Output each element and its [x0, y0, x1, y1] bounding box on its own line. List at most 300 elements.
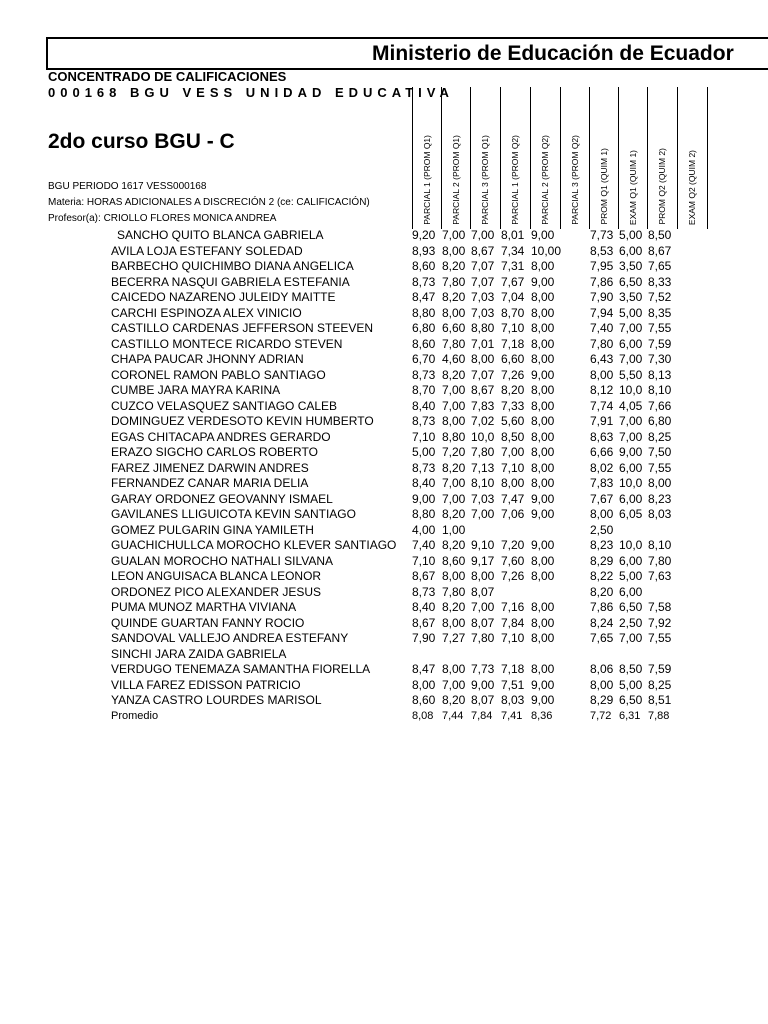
column-header — [598, 93, 610, 225]
column-header-label: PARCIAL 1 (PROM Q1) — [422, 135, 432, 225]
grade-cell: 7,51 — [501, 677, 525, 692]
grade-cell: 5,00 — [619, 228, 643, 242]
grade-cell: 6,50 — [619, 600, 643, 614]
grade-cell: 7,34 — [501, 243, 525, 258]
column-header-label: PARCIAL 1 (PROM Q2) — [510, 135, 520, 225]
grade-cell: 8,63 — [590, 429, 614, 444]
grade-cell: 7,60 — [501, 553, 525, 568]
grade-cell: 8,67 — [648, 243, 672, 258]
grade-cell: 8,20 — [442, 538, 466, 552]
grade-cell: 8,20 — [442, 693, 466, 707]
grade-cell: 8,20 — [442, 259, 466, 273]
column-header-label: PARCIAL 2 (PROM Q2) — [540, 135, 550, 225]
grade-cell: 8,02 — [590, 460, 614, 475]
student-name: VILLA FAREZ EDISSON PATRICIO — [111, 677, 301, 692]
grade-cell: 5,00 — [619, 677, 643, 692]
grade-cell: 6,60 — [442, 321, 466, 335]
grade-cell: 8,00 — [531, 290, 555, 304]
student-name: FAREZ JIMENEZ DARWIN ANDRES — [111, 460, 309, 475]
column-divider — [647, 87, 648, 229]
grade-cell: 8,40 — [412, 398, 436, 413]
grade-cell: 8,00 — [531, 429, 555, 444]
grade-cell: 7,07 — [471, 367, 495, 382]
grade-cell: 8,67 — [471, 243, 495, 258]
grade-cell: 8,20 — [442, 290, 466, 304]
grade-cell: 7,00 — [619, 352, 643, 366]
grade-cell: 6,80 — [412, 321, 436, 335]
table-row — [0, 492, 768, 508]
grade-cell: 8,00 — [442, 243, 466, 258]
grade-cell: 8,80 — [412, 507, 436, 521]
grade-cell: 7,83 — [590, 476, 614, 490]
school-name: 000168 BGU VESS UNIDAD EDUCATIVA — [48, 85, 454, 100]
grade-cell: 7,67 — [501, 274, 525, 289]
grade-cell: 6,00 — [619, 584, 643, 599]
student-name: CORONEL RAMON PABLO SANTIAGO — [111, 367, 326, 382]
grade-cell: 8,00 — [412, 677, 436, 692]
grade-cell: 8,47 — [412, 662, 436, 676]
column-divider — [677, 87, 678, 229]
grade-cell: 7,55 — [648, 460, 672, 475]
grade-table — [0, 228, 768, 724]
grade-cell: 7,65 — [648, 259, 672, 273]
table-row — [0, 585, 768, 601]
grade-cell: 5,60 — [501, 414, 525, 428]
grade-cell: 7,00 — [471, 600, 495, 614]
grade-cell: 7,84 — [501, 615, 525, 630]
grade-cell: 8,00 — [590, 677, 614, 692]
student-name: CUZCO VELASQUEZ SANTIAGO CALEB — [111, 398, 338, 413]
grade-cell: 10,0 — [619, 383, 643, 397]
column-divider — [707, 87, 708, 229]
grade-cell: 8,00 — [531, 336, 555, 351]
grade-cell: 7,59 — [648, 336, 672, 351]
student-name: CARCHI ESPINOZA ALEX VINICIO — [111, 305, 302, 320]
table-row — [0, 290, 768, 306]
grade-cell: 8,20 — [442, 507, 466, 521]
average-label: Promedio — [111, 709, 159, 722]
grade-cell: 8,00 — [471, 352, 495, 366]
grade-cell: 8,25 — [648, 677, 672, 692]
grade-cell: 8,36 — [531, 709, 553, 722]
grade-cell: 7,58 — [648, 600, 672, 614]
grade-cell: 7,50 — [648, 445, 672, 459]
grade-cell: 7,00 — [619, 631, 643, 645]
column-header — [421, 93, 433, 225]
student-name: PUMA MUNOZ MARTHA VIVIANA — [111, 600, 297, 614]
grade-cell: 7,88 — [648, 709, 670, 722]
table-row — [0, 306, 768, 322]
grade-cell: 8,00 — [501, 476, 525, 490]
grade-cell: 8,00 — [531, 615, 555, 630]
grade-cell: 7,80 — [442, 584, 466, 599]
grade-cell: 7,00 — [471, 507, 495, 521]
grade-cell: 7,80 — [590, 336, 614, 351]
grade-cell: 8,01 — [501, 228, 525, 242]
grade-cell: 9,00 — [471, 677, 495, 692]
grade-cell: 7,52 — [648, 290, 672, 304]
student-name: EGAS CHITACAPA ANDRES GERARDO — [111, 429, 331, 444]
grade-cell: 8,67 — [471, 383, 495, 397]
teacher-label: Profesor(a): CRIOLLO FLORES MONICA ANDREA — [48, 213, 277, 224]
grade-cell: 8,00 — [442, 662, 466, 676]
grade-cell: 7,90 — [412, 631, 436, 645]
grade-cell: 7,80 — [471, 445, 495, 459]
column-divider — [412, 87, 413, 229]
grade-cell: 8,00 — [442, 305, 466, 320]
grade-cell: 8,24 — [590, 615, 614, 630]
grade-cell: 6,70 — [412, 352, 436, 366]
grade-cell: 8,20 — [442, 600, 466, 614]
grade-cell: 9,00 — [531, 228, 555, 242]
grade-cell: 8,03 — [501, 693, 525, 707]
grade-cell: 7,80 — [442, 336, 466, 351]
grade-cell: 3,50 — [619, 290, 643, 304]
grade-cell: 7,31 — [501, 259, 525, 273]
grade-cell: 7,07 — [471, 274, 495, 289]
student-name: GARAY ORDONEZ GEOVANNY ISMAEL — [111, 491, 333, 506]
grade-cell: 6,50 — [619, 274, 643, 289]
table-row — [0, 228, 768, 244]
grade-cell: 7,86 — [590, 274, 614, 289]
grade-cell: 7,18 — [501, 662, 525, 676]
student-name: ORDONEZ PICO ALEXANDER JESUS — [111, 584, 322, 599]
table-row — [0, 538, 768, 554]
table-row — [0, 523, 768, 539]
student-name: VERDUGO TENEMAZA SAMANTHA FIORELLA — [111, 662, 371, 676]
subject-label: Materia: HORAS ADICIONALES A DISCRECIÓN 2 (ce: CALIFICACIÓN) — [48, 197, 370, 208]
grade-cell: 8,25 — [648, 429, 672, 444]
grade-cell: 8,35 — [648, 305, 672, 320]
student-name: DOMINGUEZ VERDESOTO KEVIN HUMBERTO — [111, 414, 374, 428]
grade-cell: 9,00 — [531, 693, 555, 707]
grade-cell: 7,13 — [471, 460, 495, 475]
student-name: CASTILLO CARDENAS JEFFERSON STEEVEN — [111, 321, 374, 335]
table-row — [0, 321, 768, 337]
grade-cell: 7,66 — [648, 398, 672, 413]
grade-cell: 8,53 — [590, 243, 614, 258]
column-header-label: PARCIAL 3 (PROM Q1) — [480, 135, 490, 225]
grade-cell: 9,00 — [412, 491, 436, 506]
grade-cell: 8,20 — [501, 383, 525, 397]
grade-cell: 8,06 — [590, 662, 614, 676]
grade-cell: 7,86 — [590, 600, 614, 614]
grade-cell: 8,70 — [412, 383, 436, 397]
grade-cell: 9,17 — [471, 553, 495, 568]
column-headers — [412, 87, 768, 229]
grade-cell: 8,07 — [471, 615, 495, 630]
table-row — [0, 352, 768, 368]
grade-cell: 8,80 — [412, 305, 436, 320]
grade-cell: 8,22 — [590, 569, 614, 583]
table-row — [0, 461, 768, 477]
grade-cell: 7,95 — [590, 259, 614, 273]
left-border — [46, 37, 48, 68]
grade-cell: 1,00 — [442, 522, 466, 537]
table-row — [0, 430, 768, 446]
grade-cell: 6,00 — [619, 460, 643, 475]
column-divider — [560, 87, 561, 229]
grade-cell: 8,07 — [471, 693, 495, 707]
grade-cell: 8,51 — [648, 693, 672, 707]
student-name: BARBECHO QUICHIMBO DIANA ANGELICA — [111, 259, 354, 273]
grade-cell: 8,00 — [442, 414, 466, 428]
grade-cell: 10,00 — [531, 243, 562, 258]
column-divider — [530, 87, 531, 229]
grade-cell: 8,93 — [412, 243, 436, 258]
grade-cell: 8,12 — [590, 383, 614, 397]
student-name: SANCHO QUITO BLANCA GABRIELA — [117, 228, 324, 242]
table-row — [0, 337, 768, 353]
student-name: CASTILLO MONTECE RICARDO STEVEN — [111, 336, 343, 351]
table-row — [0, 662, 768, 678]
table-row — [0, 244, 768, 260]
column-header-label: PARCIAL 2 (PROM Q1) — [451, 135, 461, 225]
grade-cell: 8,00 — [648, 476, 672, 490]
column-header-label: PROM Q1 (QUIM 1) — [599, 148, 609, 225]
top-border — [46, 37, 768, 39]
grade-cell: 7,63 — [648, 569, 672, 583]
table-row — [0, 554, 768, 570]
grade-cell: 7,40 — [590, 321, 614, 335]
grade-cell: 7,03 — [471, 305, 495, 320]
grade-cell: 7,07 — [471, 259, 495, 273]
grade-cell: 7,80 — [471, 631, 495, 645]
grade-cell: 8,00 — [531, 662, 555, 676]
column-header — [686, 93, 698, 225]
grade-cell: 7,91 — [590, 414, 614, 428]
grade-cell: 7,18 — [501, 336, 525, 351]
grade-cell: 7,65 — [590, 631, 614, 645]
grade-cell: 7,40 — [412, 538, 436, 552]
grade-cell: 8,00 — [531, 352, 555, 366]
grade-cell: 7,10 — [501, 460, 525, 475]
period-label: BGU PERIODO 1617 VESS000168 — [48, 181, 207, 192]
grade-cell: 7,55 — [648, 321, 672, 335]
grade-cell: 8,00 — [531, 460, 555, 475]
table-row — [0, 693, 768, 709]
grade-cell: 7,47 — [501, 491, 525, 506]
grade-cell: 7,33 — [501, 398, 525, 413]
grade-cell: 7,02 — [471, 414, 495, 428]
student-name: CAICEDO NAZARENO JULEIDY MAITTE — [111, 290, 336, 304]
student-name: BECERRA NASQUI GABRIELA ESTEFANIA — [111, 274, 350, 289]
grade-cell: 7,00 — [442, 383, 466, 397]
table-row — [0, 414, 768, 430]
table-row — [0, 476, 768, 492]
grade-cell: 7,10 — [412, 553, 436, 568]
grade-cell: 8,50 — [619, 662, 643, 676]
student-name: GAVILANES LLIGUICOTA KEVIN SANTIAGO — [111, 507, 356, 521]
grade-cell: 8,73 — [412, 367, 436, 382]
student-name: GOMEZ PULGARIN GINA YAMILETH — [111, 522, 314, 537]
grade-cell: 7,20 — [442, 445, 466, 459]
grade-cell: 8,23 — [590, 538, 614, 552]
grade-cell: 8,00 — [531, 569, 555, 583]
column-header-label: PARCIAL 3 (PROM Q2) — [570, 135, 580, 225]
grade-cell: 8,80 — [471, 321, 495, 335]
grade-cell: 9,00 — [531, 538, 555, 552]
grade-cell: 6,80 — [648, 414, 672, 428]
grade-cell: 7,59 — [648, 662, 672, 676]
grade-cell: 7,74 — [590, 398, 614, 413]
grade-cell: 8,00 — [531, 321, 555, 335]
grade-cell: 7,00 — [619, 414, 643, 428]
grade-cell: 6,50 — [619, 693, 643, 707]
table-row — [0, 275, 768, 291]
grade-cell: 7,00 — [619, 429, 643, 444]
grade-cell: 7,16 — [501, 600, 525, 614]
grade-cell: 8,00 — [531, 305, 555, 320]
table-row — [0, 507, 768, 523]
grade-cell: 9,00 — [531, 367, 555, 382]
grade-cell: 8,20 — [590, 584, 614, 599]
grade-cell: 7,30 — [648, 352, 672, 366]
grade-cell: 8,20 — [442, 460, 466, 475]
grade-cell: 8,33 — [648, 274, 672, 289]
grade-cell: 8,00 — [442, 569, 466, 583]
grade-cell: 7,26 — [501, 367, 525, 382]
grade-cell: 6,00 — [619, 336, 643, 351]
student-name: ERAZO SIGCHO CARLOS ROBERTO — [111, 445, 318, 459]
grade-cell: 6,00 — [619, 243, 643, 258]
grade-cell: 8,29 — [590, 553, 614, 568]
grade-cell: 8,40 — [412, 476, 436, 490]
column-divider — [441, 87, 442, 229]
grade-cell: 7,00 — [442, 491, 466, 506]
grade-cell: 8,67 — [412, 569, 436, 583]
grade-cell: 7,72 — [590, 709, 612, 722]
grade-cell: 8,80 — [442, 429, 466, 444]
grade-cell: 2,50 — [619, 615, 643, 630]
grade-cell: 8,73 — [412, 584, 436, 599]
grade-cell: 6,31 — [619, 709, 641, 722]
table-row — [0, 368, 768, 384]
grade-cell: 7,27 — [442, 631, 466, 645]
grade-cell: 8,00 — [531, 476, 555, 490]
grade-cell: 7,03 — [471, 491, 495, 506]
grade-cell: 8,10 — [471, 476, 495, 490]
column-header — [450, 93, 462, 225]
grade-cell: 8,67 — [412, 615, 436, 630]
grade-cell: 7,55 — [648, 631, 672, 645]
grade-cell: 9,00 — [531, 507, 555, 521]
grade-cell: 6,43 — [590, 352, 614, 366]
student-name: FERNANDEZ CANAR MARIA DELIA — [111, 476, 309, 490]
table-row — [0, 616, 768, 632]
grade-cell: 8,60 — [412, 336, 436, 351]
grade-cell: 8,47 — [412, 290, 436, 304]
grade-cell: 4,60 — [442, 352, 466, 366]
grade-cell: 8,00 — [442, 615, 466, 630]
grade-cell: 4,00 — [412, 522, 436, 537]
student-name: GUACHICHULLCA MOROCHO KLEVER SANTIAGO — [111, 538, 397, 552]
grade-cell: 7,06 — [501, 507, 525, 521]
student-name: LEON ANGUISACA BLANCA LEONOR — [111, 569, 322, 583]
table-row — [0, 399, 768, 415]
column-divider — [589, 87, 590, 229]
grade-cell: 8,20 — [442, 367, 466, 382]
grade-cell: 5,50 — [619, 367, 643, 382]
column-header — [539, 93, 551, 225]
grade-cell: 7,80 — [442, 274, 466, 289]
grade-cell: 8,10 — [648, 538, 672, 552]
grade-cell: 7,10 — [501, 321, 525, 335]
grade-cell: 8,40 — [412, 600, 436, 614]
column-header — [627, 93, 639, 225]
ministry-title: Ministerio de Educación de Ecuador — [372, 42, 734, 65]
grade-cell: 8,00 — [531, 631, 555, 645]
grade-cell: 8,00 — [590, 507, 614, 521]
grade-cell: 10,0 — [471, 429, 495, 444]
grade-cell: 7,90 — [590, 290, 614, 304]
grade-cell: 8,73 — [412, 414, 436, 428]
column-header — [479, 93, 491, 225]
table-row — [0, 445, 768, 461]
table-row — [0, 647, 768, 663]
grade-cell: 8,00 — [590, 367, 614, 382]
grade-cell: 8,00 — [531, 259, 555, 273]
column-divider — [618, 87, 619, 229]
grade-cell: 5,00 — [619, 305, 643, 320]
average-row — [0, 709, 768, 725]
grade-cell: 8,60 — [442, 553, 466, 568]
grade-cell: 8,29 — [590, 693, 614, 707]
grade-cell: 7,00 — [471, 228, 495, 242]
grade-cell: 7,83 — [471, 398, 495, 413]
grade-cell: 7,00 — [619, 321, 643, 335]
table-row — [0, 259, 768, 275]
column-divider — [500, 87, 501, 229]
grade-cell: 8,03 — [648, 507, 672, 521]
grade-cell: 7,44 — [442, 709, 464, 722]
grade-cell: 5,00 — [412, 445, 436, 459]
grade-cell: 7,03 — [471, 290, 495, 304]
column-header — [509, 93, 521, 225]
grade-cell: 7,00 — [442, 677, 466, 692]
grade-cell: 7,41 — [501, 709, 523, 722]
grade-cell: 8,00 — [531, 398, 555, 413]
grade-cell: 7,00 — [442, 228, 466, 242]
grade-cell: 7,20 — [501, 538, 525, 552]
grade-cell: 8,00 — [531, 553, 555, 568]
grade-cell: 2,50 — [590, 522, 614, 537]
student-name: AVILA LOJA ESTEFANY SOLEDAD — [111, 243, 303, 258]
grade-cell: 8,00 — [531, 600, 555, 614]
grade-cell: 9,00 — [619, 445, 643, 459]
student-name: CHAPA PAUCAR JHONNY ADRIAN — [111, 352, 304, 366]
grade-cell: 7,00 — [501, 445, 525, 459]
grade-cell: 8,08 — [412, 709, 434, 722]
grade-cell: 7,73 — [471, 662, 495, 676]
grade-cell: 7,92 — [648, 615, 672, 630]
grade-cell: 6,00 — [619, 553, 643, 568]
grade-cell: 7,73 — [590, 228, 614, 242]
grade-cell: 9,10 — [471, 538, 495, 552]
grade-cell: 7,10 — [412, 429, 436, 444]
grade-cell: 6,66 — [590, 445, 614, 459]
grade-cell: 9,00 — [531, 491, 555, 506]
column-header-label: EXAM Q2 (QUIM 2) — [687, 149, 697, 225]
grade-cell: 8,10 — [648, 383, 672, 397]
grade-cell: 8,00 — [471, 569, 495, 583]
grade-cell: 8,00 — [531, 414, 555, 428]
grade-cell: 8,50 — [648, 228, 672, 242]
grade-cell: 3,50 — [619, 259, 643, 273]
student-name: CUMBE JARA MAYRA KARINA — [111, 383, 281, 397]
grade-cell: 7,84 — [471, 709, 493, 722]
column-header-label: EXAM Q1 (QUIM 1) — [628, 149, 638, 225]
